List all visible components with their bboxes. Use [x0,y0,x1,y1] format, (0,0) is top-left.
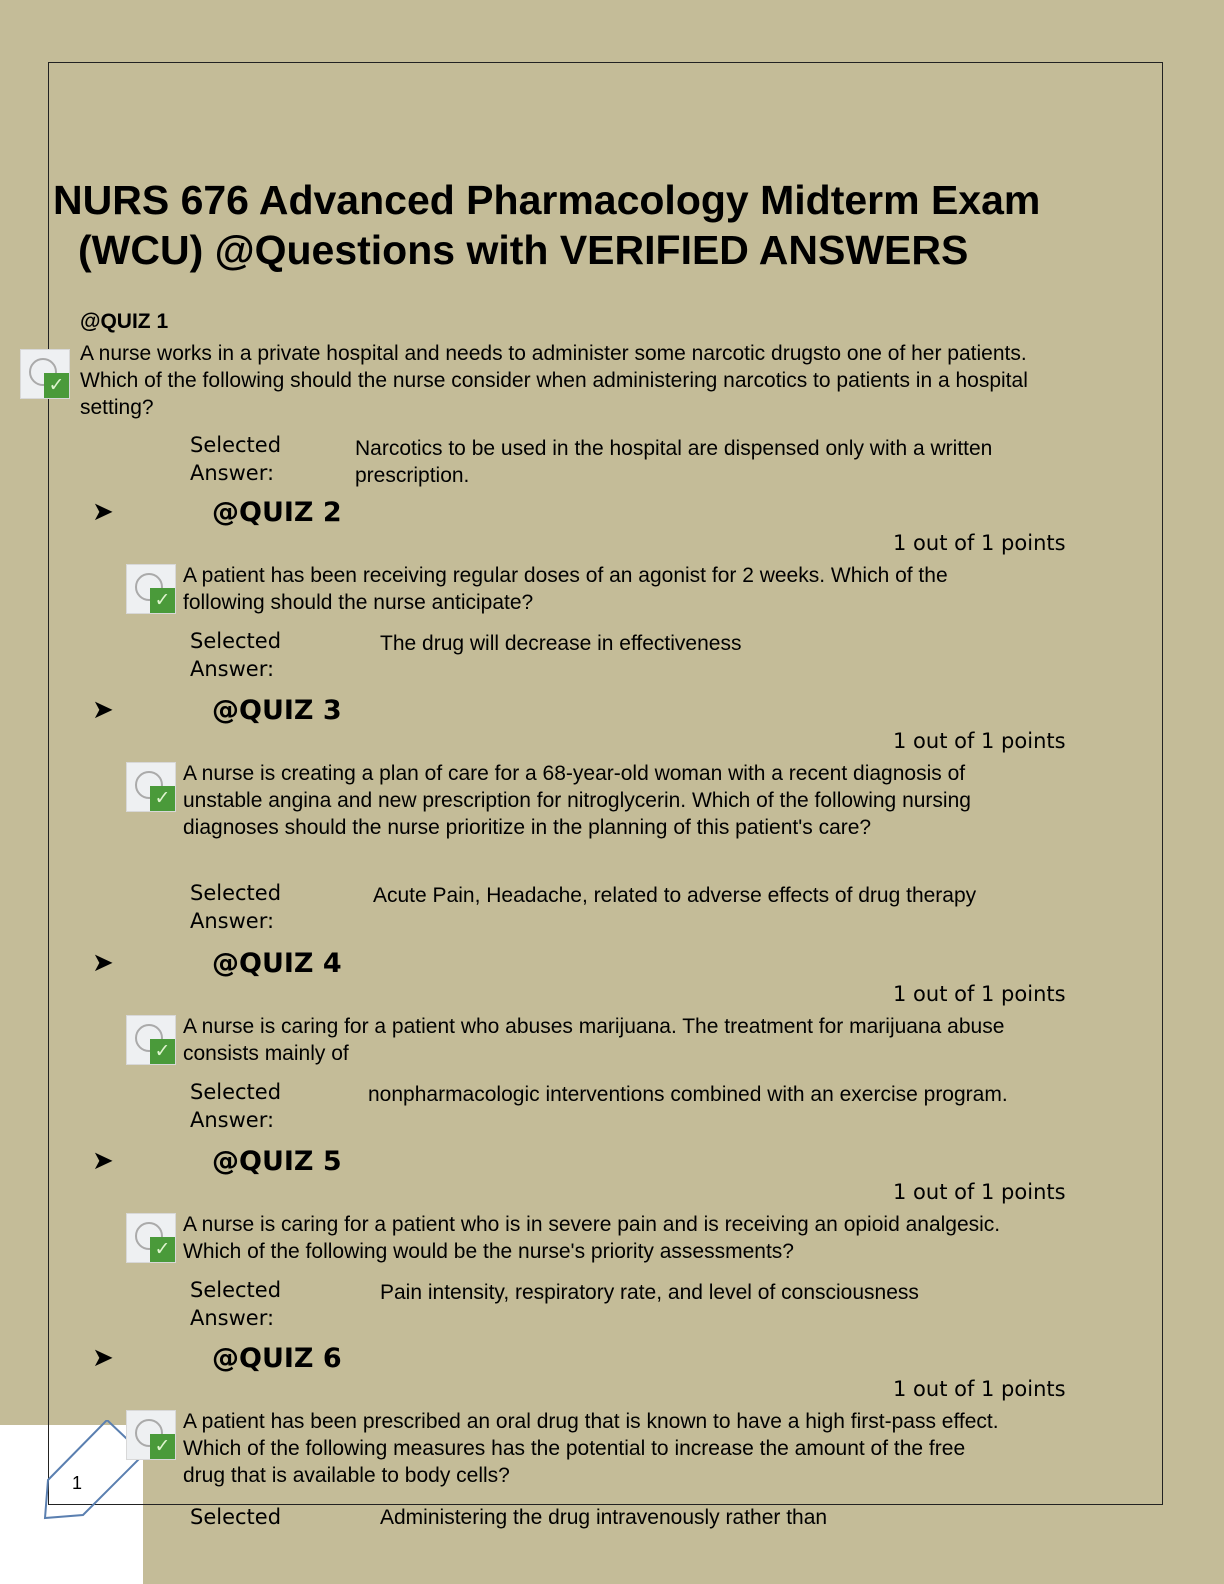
arrow-bullet-icon: ➤ [92,1343,114,1373]
arrow-bullet-icon: ➤ [92,695,114,725]
points-score: 1 out of 1 points [893,531,1066,555]
correct-check-icon [126,1015,176,1065]
quiz-question: A nurse is caring for a patient who is in severe pain and is receiving an opioid analgesic. Which of the following would be the nurse's priority assessments? [183,1213,1001,1263]
selected-answer-label: Selected Answer: [190,1278,282,1330]
correct-check-icon [126,1213,176,1263]
selected-answer-label: Selected Answer: [190,629,282,681]
selected-answer-label: Selected Answer: [190,433,282,485]
check-mark-icon: ✓ [150,1237,175,1262]
title-line-2: (WCU) @Questions with VERIFIED ANSWERS [78,227,969,273]
selected-answer-label: Selected Answer: [190,881,282,933]
arrow-bullet-icon: ➤ [92,948,114,978]
quiz-answer: nonpharmacologic interventions combined with an exercise program. [368,1083,1008,1106]
arrow-bullet-icon: ➤ [92,1146,114,1176]
correct-check-icon [126,1410,176,1460]
page-number: 1 [72,1473,83,1493]
quiz-1-answer: Narcotics to be used in the hospital are dispensed only with a written prescription. [355,437,993,487]
quiz-question: A patient has been receiving regular doses of an agonist for 2 weeks. Which of the following should the nurse anticipate? [183,564,948,614]
quiz-answer: Pain intensity, respiratory rate, and level of consciousness [380,1281,919,1304]
check-mark-icon: ✓ [150,1039,175,1064]
arrow-bullet-icon: ➤ [92,497,114,527]
points-score: 1 out of 1 points [893,1180,1066,1204]
selected-answer-label: Selected Answer: [190,1080,282,1132]
correct-check-icon [126,762,176,812]
correct-check-icon [20,349,70,399]
quiz-question: A patient has been prescribed an oral drug that is known to have a high first-pass effect. Which of the following measures has the potential to increase the amount of the free drug that is available to body cells? [183,1410,999,1487]
quiz-question: A nurse is creating a plan of care for a 68-year-old woman with a recent diagnosis of unstable angina and new prescription for nitroglycerin. Which of the following nursing diagnoses should the nurse prioritize in the planning of this patient's care? [183,762,971,839]
quiz-question: A nurse is caring for a patient who abuses marijuana. The treatment for marijuana abuse consists mainly of [183,1015,1005,1065]
check-mark-icon: ✓ [150,588,175,613]
quiz-1-question: A nurse works in a private hospital and needs to administer some narcotic drugsto one of her patients. Which of the following should the nurse consider when administering narcotics to patients in a hospital setting? [80,342,1028,419]
quiz-1-heading: @QUIZ 1 [80,310,169,333]
quiz-answer: Administering the drug intravenously rather than [380,1506,828,1529]
title-line-1: NURS 676 Advanced Pharmacology Midterm Exam [53,177,1041,223]
quiz-heading: @QUIZ 2 [212,497,342,528]
quiz-heading: @QUIZ 3 [212,695,342,726]
selected-answer-label: Selected [190,1505,282,1529]
points-score: 1 out of 1 points [893,729,1066,753]
quiz-answer: The drug will decrease in effectiveness [380,632,742,655]
correct-check-icon [126,564,176,614]
check-mark-icon: ✓ [44,373,69,398]
check-mark-icon: ✓ [150,1434,175,1459]
quiz-heading: @QUIZ 4 [212,948,342,979]
quiz-answer: Acute Pain, Headache, related to adverse effects of drug therapy [373,884,977,907]
check-mark-icon: ✓ [150,786,175,811]
points-score: 1 out of 1 points [893,1377,1066,1401]
quiz-heading: @QUIZ 5 [212,1146,342,1177]
quiz-heading: @QUIZ 6 [212,1343,342,1374]
points-score: 1 out of 1 points [893,982,1066,1006]
